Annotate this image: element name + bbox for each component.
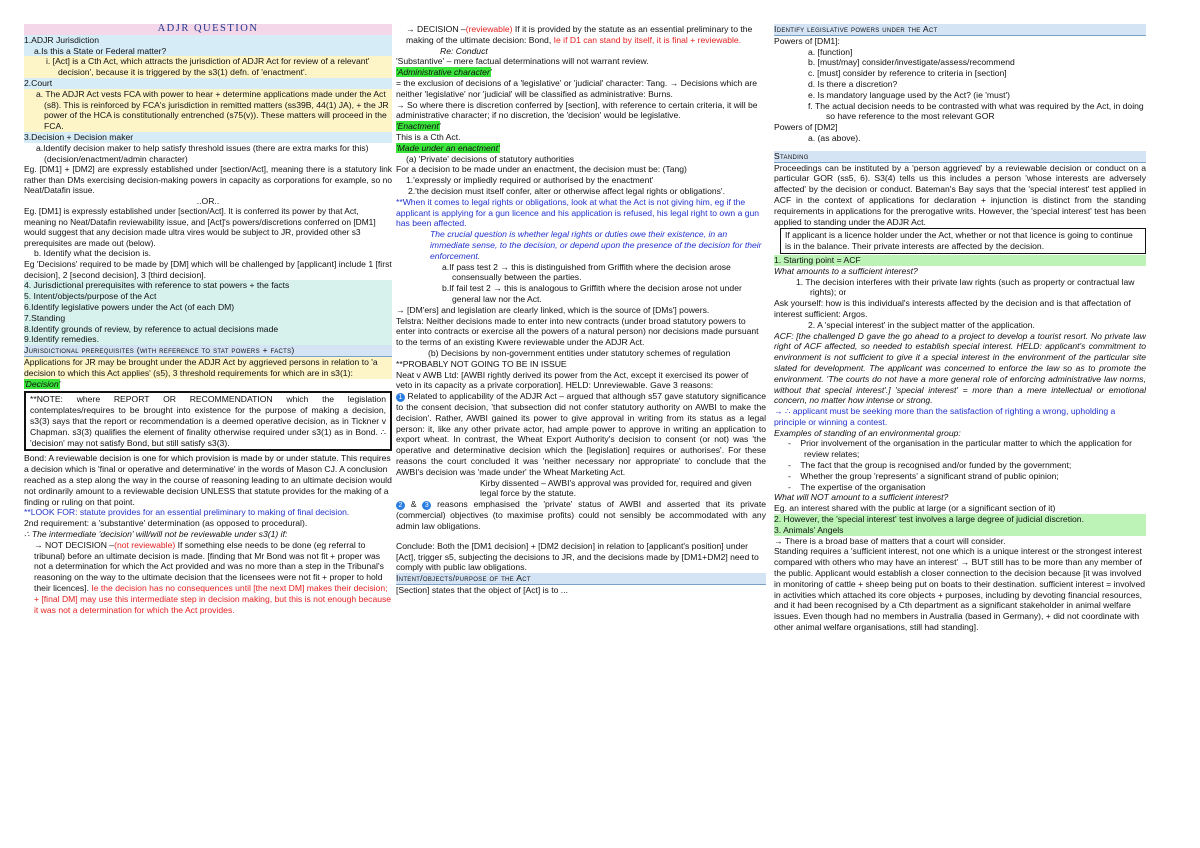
conclude-text: Conclude: Both the [DM1 decision] + [DM2 decision] in relation to [applicant's position] under [Act], trigger s5, subjecting the decisions to JR, and the decisions made by [DM1+DM2] need to comply with public law obligations. (396, 540, 759, 573)
bond-text: Bond: A reviewable decision is one for which provision is made by or under statute. This requires a decision which is 'final or operative and determinative' in the words of Mason CJ. A conclusion reached as a step along the way in the course of reasoning leading to an ultimate decision would not ordinarily amount to a reviewable decision UNLESS that statute provides for the making of a finding or ruling on that point. (24, 453, 392, 507)
look-for-text: **LOOK FOR: statute provides for an essential preliminary to making of final decision. (24, 507, 350, 518)
private-rights: 1. The decision interferes with their private law rights (such as property or contractual law rights); or (796, 276, 1135, 298)
standing-header: Standing (774, 151, 1146, 163)
column-left (24, 24, 392, 846)
under-enactment-label: 'Made under an enactment' (396, 142, 500, 153)
reason-1 (396, 391, 766, 478)
animals-angels: 3. Animals' Angels (774, 525, 1146, 536)
not-decision-paren: (not reviewable) (114, 539, 176, 550)
when-legal-rights: **When it comes to legal rights or obligations, look at what the Act is not giving him, eg if the applicant is applying for a gun licence and his application is refused, his legal right to own a gun has been affected. (396, 196, 760, 229)
enactment-label: 'Enactment' (396, 121, 441, 132)
eg-not-sufficient: Eg. an interest shared with the public at large (or a significant section of it) (774, 503, 1056, 514)
starting-point: 1. Starting point = ACF (774, 255, 1146, 266)
step-9: 9.Identify remedies. (24, 334, 99, 345)
number-3-icon: 3 (422, 501, 431, 510)
second-requirement: 2nd requirement: a 'substantive' determination (as opposed to procedural). (24, 518, 308, 529)
crucial-question: The crucial question is whether legal rights or duties owe their existence, in an immediate sense, to the decision, or depend upon the presence of the decision for their enforcement. (430, 229, 762, 261)
eg-dm-established: Eg. [DM1] + [DM2] are expressly established under [section/Act], meaning there is a statutory link rather than DMs exercising decision-making powers in capacity as corporations for example, so no Neat/Datafin issue. (24, 164, 392, 196)
example-3: - Whether the group 'represents' a significant strand of public opinion; (788, 470, 1059, 481)
power-b: b. [must/may] consider/investigate/assess/recommend (808, 57, 1015, 68)
examples-heading: Examples of standing of an environmental group: (774, 427, 961, 438)
dmers-text: → [DM'ers] and legislation are clearly linked, which is the source of [DMs'] powers. (396, 304, 710, 315)
or-divider: ..OR.. (196, 195, 220, 206)
decision-label: 'Decision' (24, 378, 61, 389)
column-right (774, 24, 1146, 846)
for-decision: For a decision to be made under an enactment, the decision must be: (Tang) (396, 164, 687, 175)
eg-dm-conferred: Eg. [DM1] is expressly established under [section/Act]. It is conferred its power by that Act, meaning no Neat/Datafin reviewability issue, and [Act]'s powers/discretions conferred on [DM1] would suggest that any decision made ultra vires would be subject to JR, provided other s3 prerequisites are made out (below). (24, 206, 376, 248)
decision-red: Ie if D1 can stand by itself, it is final + reviewable. (551, 34, 742, 45)
heading-jurisdiction: 1.ADJR Jurisdiction (24, 34, 99, 45)
item-court-text: a. The ADJR Act vests FCA with power to hear + determine applications made under the Act (s8). This is reinforced by FCA's jurisdiction in remitted matters (ss39B, 44(1) JA), + the JR power of the HCA is constitutionally entrenched (s75(v)). These matters will proceed in the FCA. (24, 89, 392, 132)
note-box: **NOTE: where REPORT OR RECOMMENDATION which the legislation contemplates/requires to be brought into existence for the purpose of making a decision, s3(3) says that the report or recommendation is a deemed operative decision, as in Tickner v Chapman. s3(3) qualifies the element of finality otherwise required under s3(1) as in Bond. ∴ 'decision' may not satisfy Bond, but still satisfy s3(3). (24, 391, 392, 451)
special-interest: 2. A 'special interest' in the subject matter of the application. (808, 319, 1035, 330)
jp-text: Applications for JR may be brought under the ADJR Act by aggrieved persons in relation to 'a decision to which this Act applies' (s5), 3 threshold requirements for which are in s3(1): (24, 357, 392, 379)
what-amounts: What amounts to a sufficient interest? (774, 265, 918, 276)
step-6: 6.Identify legislative powers under the Act (of each DM) (24, 301, 235, 312)
standing-requires: Standing requires a 'sufficient interest, not one which is a unique interest or the strongest interest compared with others who may have an interest' → BUT still has to be more than any member of the public. Applicant would establish a closer connection to the decision because [it was involved in monitoring of cattle + sheep being put on boats to their destination. sufficient interest = involved in activities which attached its core objects + purposes, including by devoting financial resources, and it had been recognised by a Cth department as a significant stakeholder in animal welfare issues. Even though had no members in Australia (based in Germany), + did not coordinate with other animal welfare organisations, still had standing]. (774, 546, 1146, 633)
step-4: 4. Jurisdictional prerequisites with reference to stat powers + the facts (24, 280, 290, 291)
broad-base: → There is a broad base of matters that a court will consider. (774, 535, 1006, 546)
neat-case: Neat v AWB Ltd: [AWBI rightly derived its power from the Act, except it exercised its power of veto in its capacity as a private corporation]. HELD: Unreviewable. Gave 3 reasons: (396, 369, 749, 391)
jp-header: Jurisdictional prerequisites (with reference to stat powers + facts) (24, 345, 392, 357)
item-cth-act: i. [Act] is a Cth Act, which attracts the jurisdiction of ADJR Act for review of a relevant' decision', because it is triggered by the s3(1) defn. of 'enactment'. (24, 56, 392, 78)
heading-court: 2.Court (24, 78, 392, 89)
not-decision-red: Ie the decision has no consequences until [the next DM] makes their decision; + [final DM] may use this intermediate step in decision making, but this is not enough because it was not a determination for which the Act provides. (34, 582, 392, 615)
therefore-text: → ∴ applicant must be seeking more than the satisfaction of righting a wrong, upholding a principle or winning a contest. (774, 406, 1116, 427)
not-decision-block (24, 540, 392, 616)
not-decision-label: → NOT DECISION – (34, 539, 115, 550)
power-e: e. Is mandatory language used by the Act? (ie 'must') (808, 89, 1011, 100)
number-2-icon: 2 (396, 501, 405, 510)
fail-test: b.If fail test 2 → this is analogous to Griffith where the decision arose not under general law nor the Act. (442, 283, 742, 304)
tang-1: 1.'expressly or impliedly required or authorised by the enactment' (406, 175, 654, 186)
decision-label-row (24, 379, 392, 390)
licence-box: If applicant is a licence holder under the Act, whether or not that licence is going to continue is in the balance. Their private interests are affected by the decision. (780, 228, 1146, 254)
admin-text: = the exclusion of decisions of a 'legislative' or 'judicial' character: Tang. → Decisions which are neither 'legislative' nor 'judicial' will be classified as administrative: Burns. (396, 77, 758, 99)
telstra-text: Telstra: Neither decisions made to enter into new contracts (under broad statutory powers to enter into contracts or exercise all the powers of a natural person) nor decisions made pursuant to the terms of an existing Kwere reviewable under the ADJR Act. (396, 315, 759, 348)
power-a: a. [function] (808, 46, 853, 57)
not-decision-text: If something else needs to be done (eg referral to tribunal) before an ultimate decision is made. [finding that Mr Bond was not fit + proper was not a determination for which the Act provided and was no more than a step in the Tribunal's reasoning on the way to the ultimate decision that the licensees were not fit + proper to hold their licences]. (34, 539, 384, 593)
reason-1-text: Related to applicability of the ADJR Act – argued that although s57 gave statutory significance to the consent decision, 'that subsection did not confer statutory authority on AWBI to make the decision'. Rather, AWBI gained its power to give approval in writing from its status as a legal person: it, like any other private actor, had ample power to approve in writing an application to export wheat. In contrast, the Wheat Export Authority's decision to consent (or not) was 'the operative and determinative decision which the [legislation] requires or authorises'. For these reasons the court concluded it was 'neither necessary nor appropriate' to conclude that the AWBI's decision was 'made under' the Wheat Marketing Act. (396, 391, 766, 477)
step-8: 8.Identify grounds of review, by reference to actual decisions made (24, 323, 279, 334)
power-c: c. [must] consider by reference to criteria in [section] (808, 68, 1007, 79)
section-adjr-jurisdiction (24, 35, 392, 57)
powers-dm1: Powers of [DM1]: (774, 35, 840, 46)
power-d: d. Is there a discretion? (808, 78, 898, 89)
spacer (774, 144, 1146, 151)
step-7: 7.Standing (24, 312, 66, 323)
example-2: - The fact that the group is recognised and/or funded by the government; (788, 460, 1072, 471)
example-4-text: The expertise of the organisation (800, 481, 926, 492)
item-decision-maker: a.Identify decision maker to help satisfy threshold issues (there are extra marks for this) (decision/enactment/admin character) (36, 142, 369, 164)
enactment-label-row (396, 121, 766, 132)
eg-decisions: Eg 'Decisions' required to be made by [DM] which will be challenged by [applicant] include 1 [first decision], 2 [second decision], 3 [third decision]. (24, 258, 392, 280)
item-what-decision: b. Identify what the decision is. (34, 248, 152, 258)
spacer (396, 532, 766, 541)
intent-header: Intent/objects/purpose of the Act (396, 573, 766, 585)
decision-block (396, 24, 766, 46)
power2-a: a. (as above). (808, 132, 861, 143)
private-decisions: (a) 'Private' decisions of statutory authorities (406, 153, 575, 164)
however-discretion: 2. However, the 'special interest' test involves a large degree of judicial discretion. (774, 514, 1146, 525)
example-2-text: The fact that the group is recognised and/or funded by the government; (800, 460, 1072, 471)
admin-label-row (396, 67, 766, 78)
decision-label: → DECISION – (406, 24, 466, 34)
decision-paren: (reviewable) (465, 24, 513, 34)
power-f: f. The actual decision needs to be contrasted with what was required by the Act, in doing so have reference to the most relevant GOR (808, 100, 1144, 122)
example-3-text: Whether the group 'represents' a significant strand of public opinion; (800, 470, 1059, 481)
probably-not: **PROBABLY NOT GOING TO BE IN ISSUE (396, 358, 567, 369)
substantive-text: 'Substantive' – mere factual determinations will not warrant review. (396, 56, 649, 67)
pass-test: a.If pass test 2 → this is distinguished from Griffith where the decision arose consensually between the parties. (442, 261, 731, 283)
under-label-row (396, 143, 766, 154)
column-middle (396, 24, 766, 846)
standing-text: Proceedings can be instituted by a 'person aggrieved' by a reviewable decision or conduct on a particular GOR (ss5, 6). S3(4) tells us this includes a person 'whose interests are adversely affected' by the decision or conduct. Bateman's Bay says that the 'special interest' test applied in ACF in the context of applications for declaration + injunction is distinct from the standing requirements in applications for the prerogative writs. However, the 'special interest' test has been applied to standing under the ADJR Act. (774, 162, 1146, 227)
re-conduct: Re: Conduct (440, 45, 488, 56)
non-government: (b) Decisions by non-government entities under statutory schemes of regulation (428, 347, 731, 358)
powers-header: Identify legislative powers under the Act (774, 24, 1146, 36)
powers-dm2: Powers of [DM2] (774, 122, 838, 133)
tang-2: 2.'the decision must itself confer, alter or otherwise affect legal rights or obligations'. (408, 185, 725, 196)
item-state-federal: a.Is this a State or Federal matter? (34, 45, 167, 56)
number-1-icon: 1 (396, 393, 405, 402)
example-4: - The expertise of the organisation (788, 481, 926, 492)
decision-text: If it is provided by the statute as an essential preliminary to the making of the ultimate decision: Bond, (406, 24, 753, 45)
step-5: 5. Intent/objects/purpose of the Act (24, 291, 157, 302)
example-1-text: Prior involvement of the organisation in the particular matter to which the application for review relates; (800, 438, 1132, 460)
cth-act-text: This is a Cth Act. (396, 131, 461, 142)
intermediate-decision: ∴ The intermediate 'decision' will/will not be reviewable under s3(1) if: (24, 528, 288, 539)
intent-text: [Section] states that the object of [Act] is to ... (396, 585, 568, 596)
kirby-dissent: Kirby dissented – AWBI's approval was provided for, required and given legal force by the statute. (480, 477, 752, 499)
acf-case: ACF: [the challenged D gave the go ahead to a project to develop a tourist resort. No private law right of ACF affected, so needed to establish special interest. HELD: applicant's commitment to environment is not sufficient to give it a special interest in the environment of the particular site slated for development. The applicant was concerned to enforce the law so as to promote the environment. 'The courts do not have a more general role of enforcing administrative law norms, without that special interest'.] 'special interest' = more than a mere intellectual or emotional concern, no matter how intense or strong. (774, 330, 1146, 406)
reason-2-3-text: reasons emphasised the 'private' status of AWBI and asserted that its private (commercial) objectives (to maximise profits) could not sensibly be accommodated with any admin law obligations. (396, 499, 766, 532)
page-title: ADJR QUESTION (24, 24, 392, 35)
not-amount-heading: What will NOT amount to a sufficient interest? (774, 492, 949, 503)
heading-decision: 3.Decision + Decision maker (24, 132, 392, 143)
admin-label: 'Administrative character' (396, 67, 492, 78)
steps-list (24, 280, 392, 345)
ask-yourself: Ask yourself: how is this individual's interests affected by the decision and is that affectation of interest sufficient: Argos. (774, 298, 1131, 319)
reason-2-3: 2 & 3 reasons emphasised the 'private' status of AWBI and asserted that its private (commercial) objectives (to maximise profits) could not sensibly be accommodated with any admin law obligations. (396, 499, 766, 532)
example-1: - Prior involvement of the organisation in the particular matter to which the application for review relates; (788, 438, 1132, 460)
admin-arrow: → So where there is discretion conferred by [section], with reference to certain criteria, it will be administrative character; if no discretion, the 'decision' would be legislative. (396, 99, 758, 121)
